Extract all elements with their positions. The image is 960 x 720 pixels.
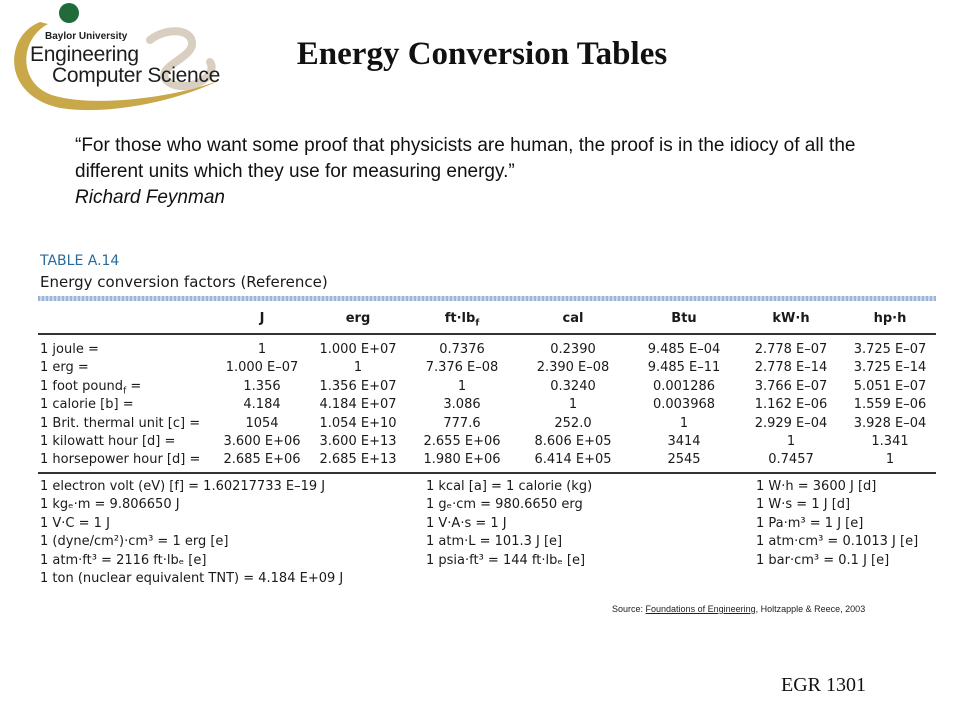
equivalence-line: 1 kgₑ·m = 9.806650 J bbox=[40, 497, 180, 513]
table-label: TABLE A.14 bbox=[40, 253, 120, 269]
table-cell: 2.778 E–14 bbox=[754, 360, 828, 376]
column-header: cal bbox=[562, 311, 584, 326]
table-cell: 0.3240 bbox=[550, 378, 596, 394]
source-suffix: , Holtzapple & Reece, 2003 bbox=[755, 604, 866, 614]
equivalence-line: 1 W·h = 3600 J [d] bbox=[756, 479, 877, 494]
table-cell: 1.054 E+10 bbox=[319, 415, 397, 431]
column-header: hp·h bbox=[873, 311, 907, 326]
course-code: EGR 1301 bbox=[781, 674, 866, 696]
row-unit-label: 1 foot pound$_f$ = bbox=[40, 378, 142, 397]
table-cell: 3.086 bbox=[443, 397, 481, 413]
table-cell: 3.600 E+06 bbox=[223, 434, 301, 449]
equivalence-line: 1 (dyne/cm²)·cm³ = 1 erg [e] bbox=[40, 534, 229, 550]
table-cell: 1 bbox=[786, 434, 796, 449]
table-cell: 3.766 E–07 bbox=[754, 378, 828, 394]
equivalence-line: 1 gₑ·cm = 980.6650 erg bbox=[426, 497, 583, 513]
equivalence-line: 1 ton (nuclear equivalent TNT) = 4.184 E+09 J bbox=[40, 571, 344, 586]
table-cell: 3.725 E–14 bbox=[853, 360, 927, 376]
equivalence-line: 1 atm·ft³ = 2116 ft·lbₑ [e] bbox=[40, 552, 207, 568]
table-cell: 1 bbox=[568, 397, 578, 413]
table-cell: 1 bbox=[885, 452, 895, 468]
table-cell: 1054 bbox=[245, 415, 279, 431]
table-cell: 3.928 E–04 bbox=[853, 415, 927, 431]
table-cell: 9.485 E–11 bbox=[647, 360, 721, 376]
table-cell: 777.6 bbox=[443, 415, 481, 431]
equivalence-line: 1 electron volt (eV) [f] = 1.60217733 E–19 J bbox=[40, 479, 326, 494]
table-cell: 252.0 bbox=[554, 415, 592, 431]
column-header: Btu bbox=[671, 311, 697, 326]
source-citation bbox=[612, 604, 865, 614]
table-cell: 8.606 E+05 bbox=[534, 434, 612, 449]
equivalence-line: 1 bar·cm³ = 0.1 J [e] bbox=[756, 552, 890, 568]
table-cell: 1.559 E–06 bbox=[853, 397, 927, 413]
table-cell: 2.778 E–07 bbox=[754, 342, 828, 357]
table-cell: 1 bbox=[679, 415, 689, 431]
table-cell: 2.390 E–08 bbox=[536, 360, 610, 376]
column-header: $ft\cdot lb_f$ bbox=[444, 311, 480, 329]
table-cell: 0.7457 bbox=[768, 452, 814, 468]
table-cell: 0.003968 bbox=[652, 397, 716, 413]
table-cell: 1 bbox=[257, 342, 267, 357]
table-cell: 2.685 E+06 bbox=[223, 452, 301, 468]
column-header: J bbox=[259, 311, 265, 326]
table-caption: Energy conversion factors (Reference) bbox=[40, 273, 328, 291]
logo-engineering: Engineering bbox=[30, 43, 139, 66]
table-cell: 1 bbox=[457, 378, 467, 394]
table-cell: 1.162 E–06 bbox=[754, 397, 828, 413]
table-cell: 1.980 E+06 bbox=[423, 452, 501, 468]
table-cell: 0.2390 bbox=[550, 342, 596, 357]
equivalence-line: 1 V·C = 1 J bbox=[40, 515, 110, 531]
equivalence-line: 1 atm·cm³ = 0.1013 J [e] bbox=[756, 534, 919, 550]
equivalence-line: 1 Pa·m³ = 1 J [e] bbox=[756, 515, 864, 531]
row-unit-label: 1 Brit. thermal unit [c] = bbox=[40, 415, 201, 431]
quote-author: Richard Feynman bbox=[75, 187, 225, 208]
table-cell: 0.001286 bbox=[652, 378, 716, 394]
equivalence-line: 1 W·s = 1 J [d] bbox=[756, 497, 851, 513]
column-header: erg bbox=[345, 311, 371, 326]
table-cell: 1.341 bbox=[871, 434, 909, 449]
row-unit-label: 1 kilowatt hour [d] = bbox=[40, 434, 176, 449]
table-cell: 1 bbox=[353, 360, 363, 376]
body-rule bbox=[38, 472, 936, 474]
row-unit-label: 1 joule = bbox=[40, 342, 99, 357]
equivalence-line: 1 V·A·s = 1 J bbox=[426, 515, 507, 531]
table-cell: 2.685 E+13 bbox=[319, 452, 397, 468]
conversion-table bbox=[38, 253, 936, 593]
row-unit-label: 1 calorie [b] = bbox=[40, 397, 134, 413]
logo-computer-science: Computer Science bbox=[52, 64, 220, 87]
table-cell: 2.655 E+06 bbox=[423, 434, 501, 449]
equivalence-line: 1 kcal [a] = 1 calorie (kg) bbox=[426, 479, 593, 494]
table-cell: 5.051 E–07 bbox=[853, 378, 927, 394]
table-cell: 9.485 E–04 bbox=[647, 342, 721, 357]
table-cell: 2.929 E–04 bbox=[754, 415, 828, 431]
header-rule bbox=[38, 333, 936, 335]
table-cell: 1.000 E+07 bbox=[319, 342, 397, 357]
table-cell: 7.376 E–08 bbox=[425, 360, 499, 376]
table-top-rule bbox=[38, 296, 936, 301]
table-cell: 3.725 E–07 bbox=[853, 342, 927, 357]
source-prefix: Source: bbox=[612, 604, 646, 614]
table-cell: 4.184 bbox=[243, 397, 281, 413]
column-header: kW·h bbox=[772, 311, 810, 326]
quote-text: “For those who want some proof that physicists are human, the proof is in the idiocy of all the different units which they use for measuring energy.” bbox=[75, 135, 856, 182]
row-unit-label: 1 erg = bbox=[40, 360, 89, 376]
quote bbox=[75, 133, 895, 211]
table-cell: 1.356 E+07 bbox=[319, 378, 397, 394]
table-cell: 1.000 E–07 bbox=[225, 360, 299, 376]
table-cell: 2545 bbox=[667, 452, 701, 468]
table-cell: 4.184 E+07 bbox=[319, 397, 397, 413]
table-cell: 3.600 E+13 bbox=[319, 434, 397, 449]
page-title: Energy Conversion Tables bbox=[296, 36, 668, 72]
source-book-link[interactable]: Foundations of Engineering bbox=[645, 604, 756, 614]
table-cell: 3414 bbox=[667, 434, 701, 449]
table-cell: 1.356 bbox=[243, 378, 281, 394]
table-cell: 6.414 E+05 bbox=[534, 452, 612, 468]
row-unit-label: 1 horsepower hour [d] = bbox=[40, 452, 201, 468]
equivalence-line: 1 psia·ft³ = 144 ft·lbₑ [e] bbox=[426, 552, 586, 568]
table-cell: 0.7376 bbox=[439, 342, 485, 357]
equivalence-line: 1 atm·L = 101.3 J [e] bbox=[426, 534, 563, 550]
logo-university-name: Baylor University bbox=[45, 31, 128, 42]
